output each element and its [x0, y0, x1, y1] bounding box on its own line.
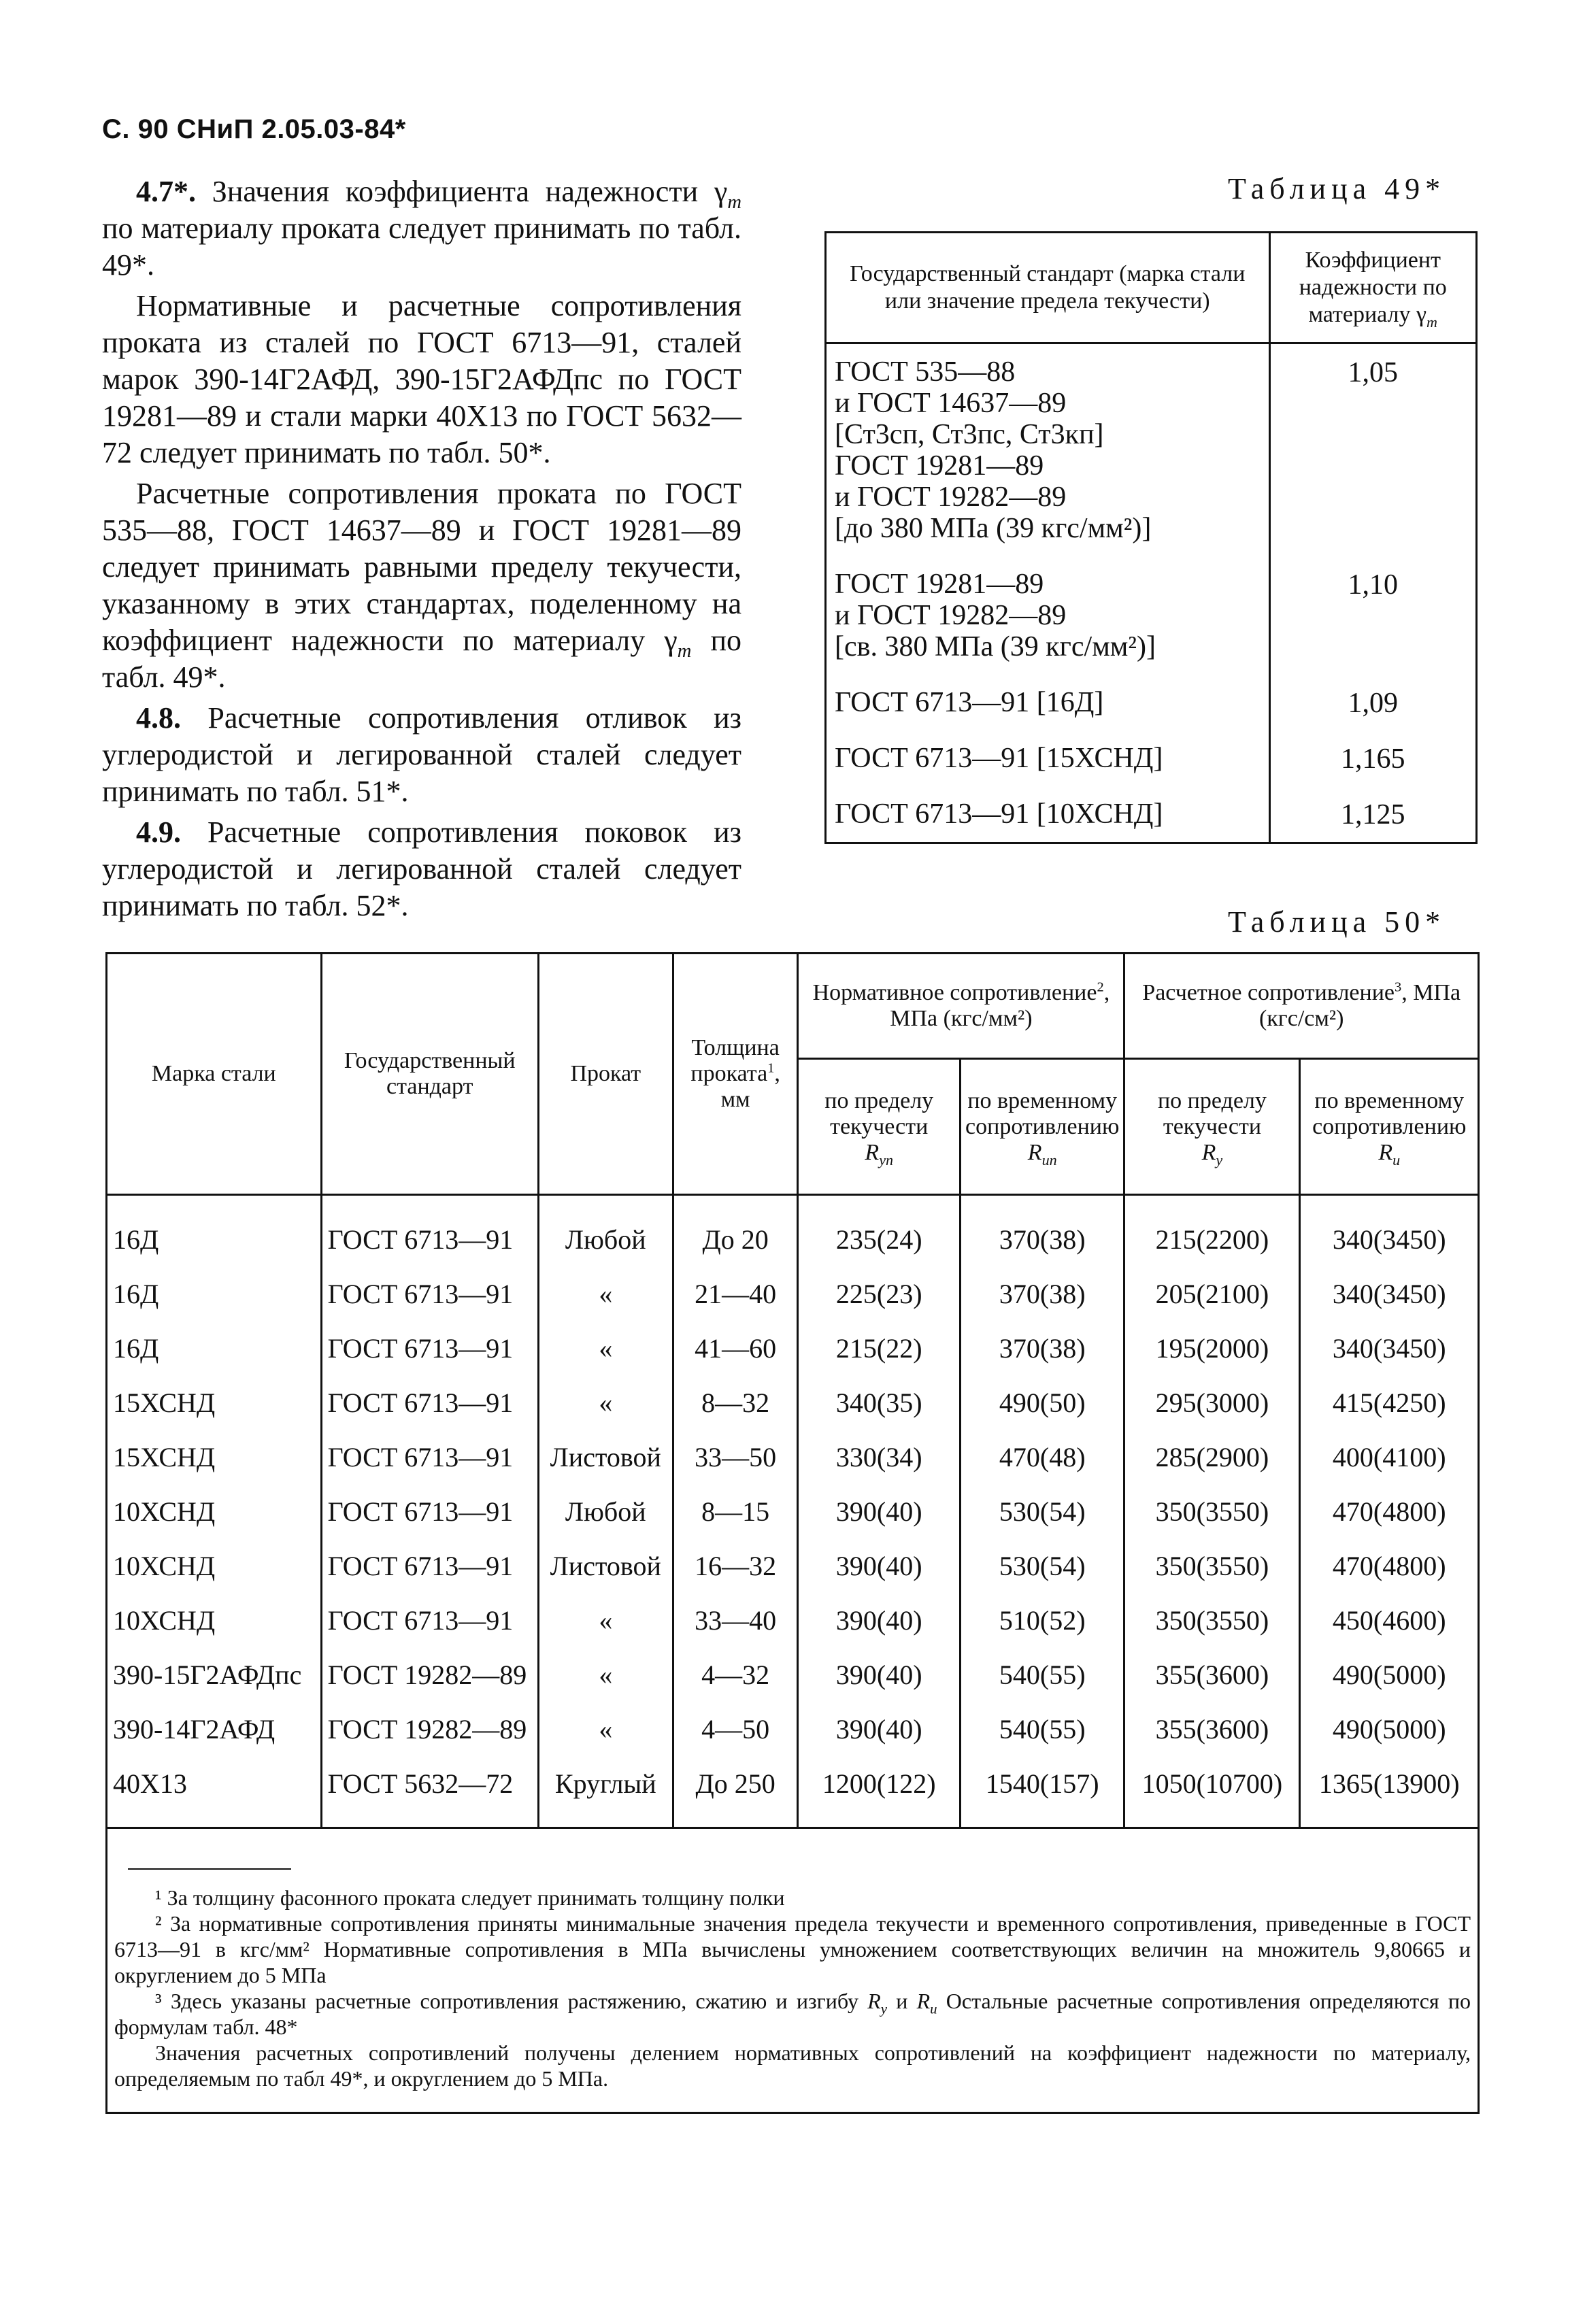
- cell-standard: ГОСТ 6713—91: [321, 1375, 538, 1430]
- subscript: m: [677, 640, 692, 662]
- cell-prokat: Любой: [538, 1484, 673, 1538]
- cell-steel-mark: 16Д: [107, 1195, 322, 1267]
- cell-standard: ГОСТ 6713—91: [321, 1484, 538, 1538]
- cell-standard: ГОСТ 6713—91: [321, 1321, 538, 1375]
- cell-thickness: 21—40: [673, 1266, 798, 1321]
- cell-prokat: «: [538, 1375, 673, 1430]
- subscript: m: [727, 191, 741, 213]
- subscript: y: [880, 2001, 887, 2017]
- table-49-coef-cell: 1,165: [1269, 730, 1476, 786]
- cell-ryn: 390(40): [798, 1484, 961, 1538]
- cell-ru: 340(3450): [1300, 1321, 1479, 1375]
- cell-run: 370(38): [961, 1266, 1124, 1321]
- cell-ryn: 235(24): [798, 1195, 961, 1267]
- cell-steel-mark: 10ХСНД: [107, 1484, 322, 1538]
- standard-line: ГОСТ 19281—89: [835, 569, 1044, 600]
- head-prokat: Прокат: [538, 954, 673, 1195]
- cell-standard: ГОСТ 6713—91: [321, 1538, 538, 1593]
- note-text: ³ Здесь указаны расчетные сопротивления растяжению, сжатию и изгибу: [155, 1989, 868, 2013]
- table-49-standard-cell: [826, 730, 1270, 786]
- head-standard: Государственный стандарт: [321, 954, 538, 1195]
- head-text: по пределу текучести: [824, 1088, 934, 1139]
- cell-steel-mark: 390-15Г2АФДпс: [107, 1647, 322, 1702]
- cell-ryn: 390(40): [798, 1593, 961, 1647]
- cell-standard: ГОСТ 6713—91: [321, 1593, 538, 1647]
- table-50-row: [107, 1321, 1479, 1375]
- footnote-separator: [128, 1868, 291, 1870]
- cell-steel-mark: 390-14Г2АФД: [107, 1702, 322, 1756]
- cell-run: 490(50): [961, 1375, 1124, 1430]
- cell-standard: ГОСТ 6713—91: [321, 1266, 538, 1321]
- symbol: R: [1378, 1139, 1393, 1165]
- standard-line: [св. 380 МПа (39 кгс/мм²)]: [835, 631, 1156, 662]
- standard-line: и ГОСТ 19282—89: [835, 482, 1067, 513]
- head-ru: [1300, 1059, 1479, 1195]
- table-49-standard-cell: [826, 556, 1270, 675]
- cell-ru: 340(3450): [1300, 1266, 1479, 1321]
- table-49-caption: Таблица 49*: [1228, 172, 1446, 205]
- cell-prokat: «: [538, 1321, 673, 1375]
- clause-number: 4.8.: [136, 701, 181, 735]
- footnote-4: Значения расчетных сопротивлений получены делением нормативных сопротивлений на коэффициент надежности по материалу, определяемым по табл 49*, и округлением до 5 МПа.: [114, 2040, 1471, 2091]
- cell-ru: 470(4800): [1300, 1484, 1479, 1538]
- clause-number: 4.9.: [136, 815, 181, 849]
- symbol: R: [916, 1989, 931, 2013]
- symbol: R: [1201, 1139, 1216, 1165]
- cell-ru: 490(5000): [1300, 1702, 1479, 1756]
- cell-standard: ГОСТ 6713—91: [321, 1430, 538, 1484]
- cell-steel-mark: 10ХСНД: [107, 1593, 322, 1647]
- head-text: Коэффициент надежности по материалу γ: [1299, 248, 1447, 327]
- cell-run: 540(55): [961, 1647, 1124, 1702]
- cell-ry: 295(3000): [1124, 1375, 1300, 1430]
- cell-ry: 1050(10700): [1124, 1756, 1300, 1828]
- cell-thickness: До 20: [673, 1195, 798, 1267]
- table-49-coef-cell: 1,10: [1269, 556, 1476, 675]
- table-50-row: [107, 1756, 1479, 1828]
- cell-thickness: 8—15: [673, 1484, 798, 1538]
- cell-ryn: 390(40): [798, 1702, 961, 1756]
- cell-standard: ГОСТ 19282—89: [321, 1702, 538, 1756]
- table-50-notes: [107, 1828, 1479, 2113]
- table-49-coef-cell: 1,125: [1269, 786, 1476, 843]
- head-text: Толщина проката: [690, 1035, 780, 1086]
- table-49-head-coef: [1269, 233, 1476, 343]
- cell-prokat: «: [538, 1647, 673, 1702]
- table-50-row: [107, 1702, 1479, 1756]
- paragraph-4-8: [102, 700, 741, 810]
- head-calculated: [1124, 954, 1479, 1059]
- head-text: , МПа (кгс/см²): [1258, 980, 1461, 1031]
- table-50-row: [107, 1375, 1479, 1430]
- cell-ru: 490(5000): [1300, 1647, 1479, 1702]
- cell-steel-mark: 15ХСНД: [107, 1375, 322, 1430]
- standard-line: ГОСТ 535—88: [835, 356, 1016, 388]
- cell-thickness: 41—60: [673, 1321, 798, 1375]
- cell-run: 370(38): [961, 1321, 1124, 1375]
- cell-ry: 350(3550): [1124, 1484, 1300, 1538]
- table-49-row: [826, 786, 1477, 843]
- table-50-row: [107, 1484, 1479, 1538]
- table-49-standard-cell: [826, 675, 1270, 730]
- standard-line: ГОСТ 6713—91 [16Д]: [835, 687, 1104, 718]
- cell-ryn: 225(23): [798, 1266, 961, 1321]
- cell-run: 470(48): [961, 1430, 1124, 1484]
- cell-ryn: 390(40): [798, 1647, 961, 1702]
- cell-ry: 350(3550): [1124, 1593, 1300, 1647]
- cell-run: 530(54): [961, 1484, 1124, 1538]
- table-49-standard-cell: [826, 343, 1270, 557]
- head-text: по временному сопротивлению: [1312, 1088, 1467, 1139]
- cell-prokat: Любой: [538, 1195, 673, 1267]
- table-49-coef-cell: 1,09: [1269, 675, 1476, 730]
- cell-ryn: 215(22): [798, 1321, 961, 1375]
- clause-text: по табл. 49*.: [102, 624, 741, 694]
- note-text: Остальные расчетные сопротивления определяются по формулам табл. 48*: [114, 1989, 1471, 2039]
- standard-line: ГОСТ 6713—91 [15ХСНД]: [835, 743, 1163, 774]
- body-text: [102, 173, 741, 928]
- table-49-coef-cell: 1,05: [1269, 343, 1476, 557]
- cell-prokat: Листовой: [538, 1430, 673, 1484]
- cell-ru: 340(3450): [1300, 1195, 1479, 1267]
- table-49-row: [826, 730, 1477, 786]
- cell-standard: ГОСТ 19282—89: [321, 1647, 538, 1702]
- cell-prokat: Круглый: [538, 1756, 673, 1828]
- standard-line: [Ст3сп, Ст3пс, Ст3кп]: [835, 419, 1104, 450]
- head-text: по временному сопротивлению: [965, 1088, 1120, 1139]
- head-mark: Марка стали: [107, 954, 322, 1195]
- page-header: С. 90 СНиП 2.05.03-84*: [102, 114, 406, 144]
- cell-ryn: 1200(122): [798, 1756, 961, 1828]
- cell-ry: 355(3600): [1124, 1702, 1300, 1756]
- symbol: R: [1027, 1139, 1042, 1165]
- cell-thickness: 8—32: [673, 1375, 798, 1430]
- cell-prokat: Листовой: [538, 1538, 673, 1593]
- cell-ry: 205(2100): [1124, 1266, 1300, 1321]
- table-50: [105, 952, 1480, 2114]
- cell-thickness: 4—32: [673, 1647, 798, 1702]
- subscript: m: [1426, 313, 1438, 331]
- cell-thickness: 16—32: [673, 1538, 798, 1593]
- cell-steel-mark: 40Х13: [107, 1756, 322, 1828]
- subscript: un: [1041, 1151, 1057, 1168]
- cell-ryn: 330(34): [798, 1430, 961, 1484]
- symbol: R: [867, 1989, 881, 2013]
- cell-thickness: До 250: [673, 1756, 798, 1828]
- cell-thickness: 33—50: [673, 1430, 798, 1484]
- table-50-row: [107, 1593, 1479, 1647]
- cell-steel-mark: 15ХСНД: [107, 1430, 322, 1484]
- footnote-ref: 3: [1395, 979, 1402, 995]
- table-50-row: [107, 1647, 1479, 1702]
- head-thickness: [673, 954, 798, 1195]
- footnote-3: [114, 1988, 1471, 2040]
- table-50-caption: Таблица 50*: [1228, 905, 1446, 939]
- note-text: и: [886, 1989, 917, 2013]
- head-text: , мм: [720, 1061, 780, 1112]
- standard-line: ГОСТ 19281—89: [835, 450, 1044, 482]
- standard-line: и ГОСТ 19282—89: [835, 600, 1067, 631]
- symbol: R: [865, 1139, 880, 1165]
- table-49: [824, 231, 1478, 844]
- footnote-ref: 1: [767, 1060, 775, 1076]
- table-49-row: [826, 343, 1477, 557]
- cell-run: 540(55): [961, 1702, 1124, 1756]
- cell-ru: 470(4800): [1300, 1538, 1479, 1593]
- head-normative: [798, 954, 1124, 1059]
- head-text: по пределу текучести: [1157, 1088, 1267, 1139]
- head-text: Нормативное сопротивление: [812, 980, 1097, 1005]
- cell-ru: 415(4250): [1300, 1375, 1479, 1430]
- standard-line: ГОСТ 6713—91 [10ХСНД]: [835, 798, 1163, 830]
- cell-ry: 355(3600): [1124, 1647, 1300, 1702]
- cell-steel-mark: 16Д: [107, 1321, 322, 1375]
- subscript: y: [1216, 1151, 1223, 1168]
- standard-line: и ГОСТ 14637—89: [835, 388, 1067, 419]
- cell-ryn: 390(40): [798, 1538, 961, 1593]
- table-49-row: [826, 556, 1477, 675]
- cell-ru: 400(4100): [1300, 1430, 1479, 1484]
- cell-run: 510(52): [961, 1593, 1124, 1647]
- clause-text: Расчетные сопротивления поковок из углеродистой и легированной сталей следует принимать по табл. 52*.: [102, 815, 741, 922]
- head-text: Расчетное сопротивление: [1142, 980, 1395, 1005]
- cell-ru: 1365(13900): [1300, 1756, 1479, 1828]
- cell-prokat: «: [538, 1266, 673, 1321]
- table-50-row: [107, 1430, 1479, 1484]
- clause-text: Расчетные сопротивления проката по ГОСТ 535—88, ГОСТ 14637—89 и ГОСТ 19281—89 следует принимать равными пределу текучести, указанному в этих стандартах, поделенному на коэффициент надежности по материалу γ: [102, 477, 741, 657]
- cell-standard: ГОСТ 6713—91: [321, 1195, 538, 1267]
- footnote-1: ¹ За толщину фасонного проката следует принимать толщину полки: [155, 1885, 785, 1910]
- cell-ry: 195(2000): [1124, 1321, 1300, 1375]
- head-text: , МПа (кгс/мм²): [890, 980, 1110, 1031]
- cell-run: 1540(157): [961, 1756, 1124, 1828]
- subscript: u: [1392, 1151, 1401, 1168]
- clause-text: Значения коэффициента надежности γ: [196, 175, 728, 208]
- table-49-row: [826, 675, 1477, 730]
- paragraph-norm: Нормативные и расчетные сопротивления проката из сталей по ГОСТ 6713—91, сталей марок 390-14Г2АФД, 390-15Г2АФДпс по ГОСТ 19281—89 и стали марки 40Х13 по ГОСТ 5632—72 следует принимать по табл. 50*.: [102, 289, 741, 469]
- cell-thickness: 33—40: [673, 1593, 798, 1647]
- cell-prokat: «: [538, 1702, 673, 1756]
- cell-ru: 450(4600): [1300, 1593, 1479, 1647]
- head-ryn: [798, 1059, 961, 1195]
- subscript: u: [930, 2001, 937, 2017]
- cell-ry: 215(2200): [1124, 1195, 1300, 1267]
- table-50-row: [107, 1538, 1479, 1593]
- clause-number: 4.7*.: [136, 175, 196, 208]
- table-49-head-standard: Государственный стандарт (марка стали или значение предела текучести): [826, 233, 1270, 343]
- table-50-row: [107, 1266, 1479, 1321]
- clause-text: по материалу проката следует принимать по табл. 49*.: [102, 212, 741, 282]
- paragraph-4-7: [102, 173, 741, 284]
- cell-standard: ГОСТ 5632—72: [321, 1756, 538, 1828]
- head-run: [961, 1059, 1124, 1195]
- table-50-row: [107, 1195, 1479, 1267]
- cell-thickness: 4—50: [673, 1702, 798, 1756]
- cell-prokat: «: [538, 1593, 673, 1647]
- footnote-ref: 2: [1097, 979, 1104, 995]
- paragraph-4-9: [102, 814, 741, 924]
- cell-steel-mark: 10ХСНД: [107, 1538, 322, 1593]
- table-49-standard-cell: [826, 786, 1270, 843]
- footnote-2: ² За нормативные сопротивления приняты минимальные значения предела текучести и временного сопротивления, приведенные в ГОСТ 6713—91 в кгс/мм² Нормативные сопротивления в МПа вычислены умножением соответствующих величин на множитель 9,80665 и округлением до 5 МПа: [114, 1911, 1471, 1987]
- cell-ry: 350(3550): [1124, 1538, 1300, 1593]
- head-ry: [1124, 1059, 1300, 1195]
- cell-run: 530(54): [961, 1538, 1124, 1593]
- clause-text: Расчетные сопротивления отливок из углеродистой и легированной сталей следует принимать по табл. 51*.: [102, 701, 741, 808]
- standard-line: [до 380 МПа (39 кгс/мм²)]: [835, 513, 1152, 544]
- cell-steel-mark: 16Д: [107, 1266, 322, 1321]
- paragraph-calc: [102, 475, 741, 696]
- subscript: yn: [879, 1151, 894, 1168]
- cell-ry: 285(2900): [1124, 1430, 1300, 1484]
- cell-ryn: 340(35): [798, 1375, 961, 1430]
- cell-run: 370(38): [961, 1195, 1124, 1267]
